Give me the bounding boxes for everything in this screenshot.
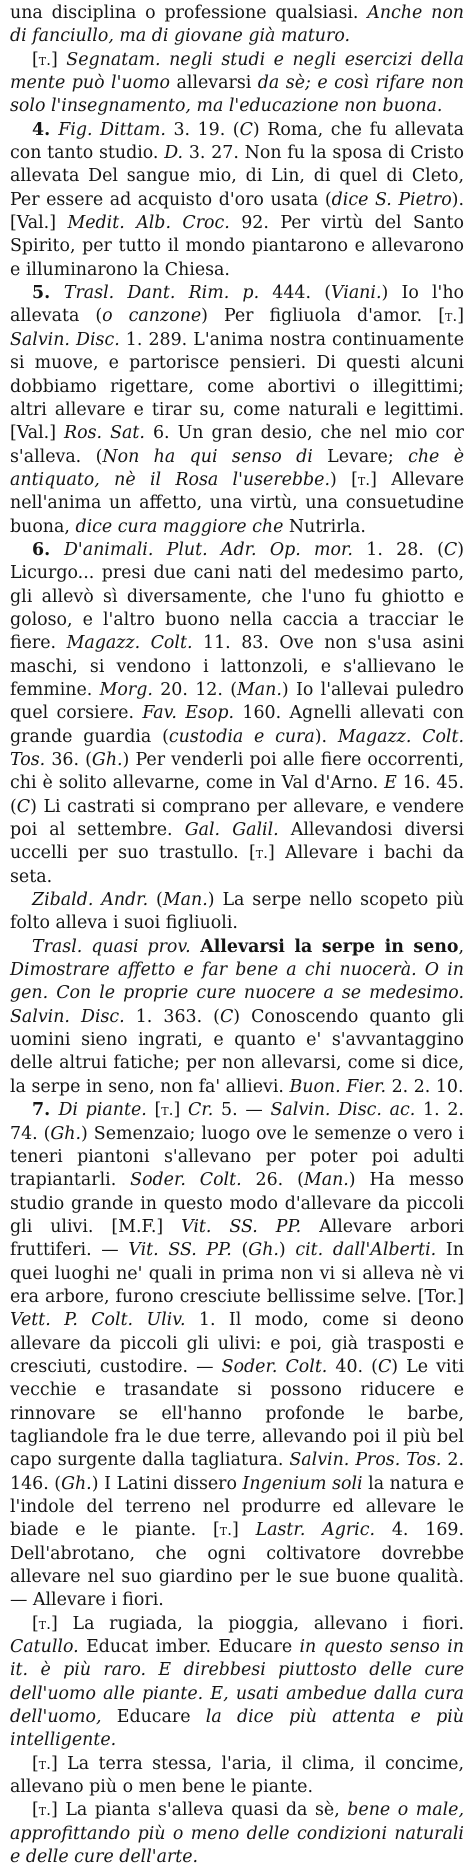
text-run: [ — [32, 49, 39, 70]
text-run: ] La terra stessa, l'aria, il clima, il concime, allevano più o men bene le piante. — [10, 1753, 464, 1798]
text-run: ) Semenzaio; luogo ove le semenze o vero i teneri piantoni s'allevano per poter poi adulti trapiantarli. — [10, 1123, 464, 1191]
text-run: t. — [38, 1614, 51, 1633]
text-run: ) Roma, che fu allevata con tanto studio. — [10, 119, 464, 164]
text-run: Vett. P. Colt. Uliv. — [10, 1310, 186, 1331]
text-run: ] — [173, 1100, 189, 1121]
text-run: Man. — [162, 890, 208, 911]
text-run: 6. Un gran desio, che nel mio cor s'alleva. ( — [10, 423, 464, 467]
entry-paragraph — [10, 1099, 464, 1613]
text-run: 2. 146. ( — [10, 1450, 464, 1494]
text-run: ). [Val.] — [10, 189, 464, 234]
text-run: 1. 363. ( — [124, 1006, 220, 1027]
text-run: t. — [161, 1101, 174, 1120]
text-run: Zibald. Andr. — [32, 890, 149, 911]
text-run: dice S. Pietro — [331, 189, 452, 210]
text-run: [ — [32, 1800, 39, 1821]
text-run: D'animali. Plut. Adr. Op. mor. — [63, 539, 353, 560]
text-run: t. — [445, 307, 458, 326]
text-run: 16. 45. ( — [10, 773, 464, 817]
text-run: D. — [164, 143, 184, 164]
text-run: ) Li castrati si comprano per allevare, e vendere poi al settembre. — [10, 796, 464, 841]
text-run: Ros. Sat. — [64, 423, 145, 444]
text-run: ] — [51, 49, 67, 70]
text-run: 6. — [32, 539, 64, 560]
entry-paragraph — [10, 889, 464, 936]
text-run: Fig. Dittam. — [58, 119, 166, 140]
text-run: Cr. — [188, 1100, 214, 1121]
text-run: 3. 27. Non fu la sposa di Cristo allevata Del sangue mio, di Lin, di quel di Cleto, Per essere ad acquisto d'oro usata ( — [10, 143, 464, 210]
entry-paragraph — [10, 936, 464, 1099]
text-run: 444. ( — [259, 283, 331, 304]
text-run: ] — [457, 306, 465, 327]
text-run: Allevarsi la serpe in seno — [190, 936, 459, 957]
text-run: Trasl. quasi prov. — [32, 936, 191, 957]
text-run: Gh. — [50, 1123, 82, 1144]
text-run: Vit. SS. PP. — [128, 1240, 232, 1261]
text-run: Educare — [101, 1707, 206, 1728]
entry-paragraph — [10, 1613, 464, 1753]
text-run: ) [ — [330, 469, 358, 490]
text-run: Allevandosi diversi uccelli per suo trastullo. [ — [10, 820, 464, 864]
text-run: Gh. — [91, 750, 123, 770]
text-run: Nutrirla. — [283, 516, 366, 537]
entry-paragraph — [10, 1799, 464, 1869]
text-run: ] La rugiada, la pioggia, allevano i fiori. — [51, 1613, 464, 1634]
text-run: Catullo. — [10, 1637, 79, 1658]
text-run: 1. Il modo, come si deono allevare da piccoli gli ulivi: e poi, già trasposti e cresciuti, custodire. — — [10, 1310, 464, 1377]
text-run: ) La serpe nello scopeto più folto alleva i suoi figliuoli. — [10, 890, 465, 934]
text-run: una disciplina o professione qualsiasi. — [10, 3, 368, 23]
text-run: t. — [38, 50, 51, 69]
text-run: ) Per venderli poi alle fiere occorrenti, chi è solito allevarne, come in Val d'Arno. — [10, 750, 465, 794]
text-run: C — [377, 1356, 392, 1377]
text-run: , — [458, 936, 464, 957]
text-run: [ — [146, 1100, 162, 1121]
text-run: ] — [231, 1520, 256, 1541]
text-run: Salvin. Disc. ac. — [270, 1100, 416, 1121]
text-run: ). — [314, 726, 338, 747]
text-run: ( — [231, 1240, 249, 1261]
text-run: Morg. — [99, 679, 153, 700]
text-run: in questo senso in it. è più raro. E direbbesi piuttosto delle cure dell'uomo alle piante. E, usati ambedue dalla cura dell'uomo, — [10, 1637, 464, 1728]
text-run: ) Licurgo... presi due cani nati del medesimo parto, gli allevò sì diversamente, che l'uno fu ghiotto e goloso, e l'altro buono nella caccia a tracciar le fiere. — [10, 539, 464, 654]
text-run: la dice più attenta e più intelligente. — [10, 1707, 464, 1751]
text-run: che è antiquato, nè il Rosa l'userebbe. — [10, 446, 464, 490]
text-run: o canzone — [102, 306, 202, 327]
text-run: 1. 2. 74. ( — [10, 1100, 464, 1144]
text-run: C — [239, 119, 253, 140]
text-run: Trasl. Dant. Rim. p. — [63, 283, 260, 304]
text-run: 4. — [32, 119, 59, 140]
text-run: ) Per figliuola d'amor. [ — [201, 306, 446, 327]
text-run: bene o male, approfittando più o meno delle condizioni naturali e delle cure dell'arte. — [10, 1800, 464, 1868]
text-run: 11. 83. Ove non s'usa asini maschi, si vendono i lattonzoli, e s'allievano le femmine. — [10, 633, 465, 700]
text-run: ] La pianta s'alleva quasi da sè, — [51, 1800, 348, 1821]
text-run: 40. ( — [327, 1356, 378, 1377]
text-run: ) Io l'ho allevata ( — [10, 283, 464, 327]
entry-paragraph — [10, 49, 464, 119]
text-run: Segnatam. negli studi e negli esercizi della mente può l'uomo — [10, 49, 464, 94]
text-run: Magazz. Colt. — [66, 633, 193, 654]
entry-paragraph — [10, 539, 464, 889]
text-run: In quei luoghi ne' quali in prima non vi si alleva nè vi era arbore, furono cresciute bellissime selve. [Tor.] — [10, 1240, 464, 1307]
text-run: ) Le viti vecchie e trasandate si possono riducere e rinnovare se ell'hanno profonde le barbe, tagliandole fra le due terre, allevando poi il più bel capo surgente dalla tagliatura. — [10, 1356, 465, 1471]
text-run: Vit. SS. PP. — [181, 1216, 302, 1237]
text-run: 3. 19. ( — [165, 119, 240, 140]
text-run: Gh. — [61, 1473, 92, 1494]
text-run: Dimostrare affetto e far bene a chi nuocerà. O in gen. Con le proprie cure nuocere a se medesimo. Salvin. Disc. — [10, 960, 464, 1027]
text-run: Soder. Colt. — [130, 1170, 242, 1191]
text-run: Man. — [236, 679, 282, 700]
text-run: ] Allevare i bachi da seta. — [10, 843, 464, 887]
text-run: E — [384, 773, 397, 794]
text-run: allevarsi — [170, 73, 258, 94]
text-run: 26. ( — [241, 1170, 304, 1191]
text-run: t. — [357, 470, 371, 489]
text-run: Fav. Esop. — [142, 703, 235, 724]
text-run: ] Allevare nell'anima un affetto, una virtù, una consuetudine buona, — [10, 469, 464, 537]
text-run: Gh. — [248, 1240, 279, 1261]
entry-paragraph — [10, 282, 464, 539]
text-run: Di piante. — [58, 1100, 147, 1121]
text-run: 1. 28. ( — [352, 539, 444, 560]
text-run: ( — [148, 890, 163, 911]
text-run: [ — [32, 1613, 39, 1634]
text-run: Medit. Alb. Croc. — [67, 213, 230, 234]
text-run: Viani. — [331, 283, 382, 304]
text-run: Lastr. Agric. — [255, 1520, 376, 1541]
text-run: C — [443, 539, 458, 560]
text-run: da sè; e così rifare non solo l'insegnamento, ma l'educazione non buona. — [10, 73, 464, 117]
text-run: t. — [38, 1801, 51, 1820]
text-run: Allevare arbori fruttiferi. — — [10, 1216, 464, 1261]
text-run: Levare; — [312, 446, 409, 467]
text-run: Gal. Galil. — [184, 820, 279, 841]
text-run: ) I Latini dissero — [91, 1473, 243, 1494]
text-run: Man. — [303, 1170, 349, 1191]
text-run: t. — [219, 1521, 232, 1540]
text-run: C — [16, 796, 31, 817]
text-run: Educat imber. Educare — [78, 1637, 300, 1658]
text-run: Non ha qui senso di — [102, 446, 313, 467]
text-run: 1. 289. L'anima nostra continuamente si muove, e partorisce pensieri. Di questi alcuni dobbiamo rigettare, come abortivi o illegittimi; altri allevare e tirar su, come naturali e legittimi. [Val.] — [10, 329, 464, 444]
text-run: Salvin. Pros. Tos. — [289, 1450, 442, 1471]
text-run: 7. — [32, 1100, 59, 1121]
text-run: C — [219, 1006, 234, 1027]
entry-paragraph — [10, 2, 464, 49]
text-run: 20. 12. ( — [152, 679, 237, 700]
text-run: ) Ha messo studio grande in questo modo d'allevare da piccoli gli ulivi. [M.F.] — [10, 1170, 465, 1237]
entry-paragraph — [10, 119, 464, 282]
text-run: [ — [32, 1753, 39, 1774]
text-run: cit. dall'Alberti. — [295, 1240, 437, 1261]
text-run: Anche non di fanciullo, ma di giovane già maturo. — [10, 3, 464, 47]
text-run: t. — [255, 844, 268, 863]
text-run: 36. ( — [45, 750, 92, 770]
text-run: Salvin. Disc. — [10, 329, 120, 350]
text-run: ) Conoscendo quanto gli uomini sieno ingrati, e quanto e' s'avvantaggino delle altrui fatiche; per non allevarsi, come si dice, la serpe in seno, non fa' allievi. — [10, 1006, 464, 1097]
text-run: la natura e l'indole del terreno nel produrre ed allevare le biade e le piante. [ — [10, 1473, 464, 1541]
text-run: 160. Agnelli allevati con grande guardia ( — [10, 703, 464, 747]
text-run: 92. Per virtù del Santo Spirito, per tutto il mondo piantarono e allevarono e illuminarono la Chiesa. — [10, 213, 464, 280]
text-run: 2. 2. 10. — [386, 1076, 464, 1097]
text-run: dice cura maggiore che — [75, 516, 284, 537]
text-run: t. — [38, 1754, 51, 1773]
text-run: ) — [278, 1240, 296, 1261]
text-run: Ingenium soli — [242, 1473, 363, 1494]
text-run: 4. 169. Dell'abrotano, che ogni coltivatore dovrebbe allevare nel suo giardino per le sue buone qualità. — Allevare i fiori. — [10, 1520, 464, 1611]
text-run: custodia e cura — [168, 726, 315, 747]
text-run: 5. — [32, 283, 64, 304]
text-run: Buon. Fier. — [289, 1076, 387, 1097]
text-run: Magazz. Colt. Tos. — [10, 726, 465, 770]
text-run: 5. — — [213, 1100, 271, 1121]
text-run: Soder. Colt. — [221, 1356, 328, 1377]
entry-paragraph — [10, 1753, 464, 1800]
text-run: ) Io l'allevai puledro quel corsiere. — [10, 679, 464, 724]
